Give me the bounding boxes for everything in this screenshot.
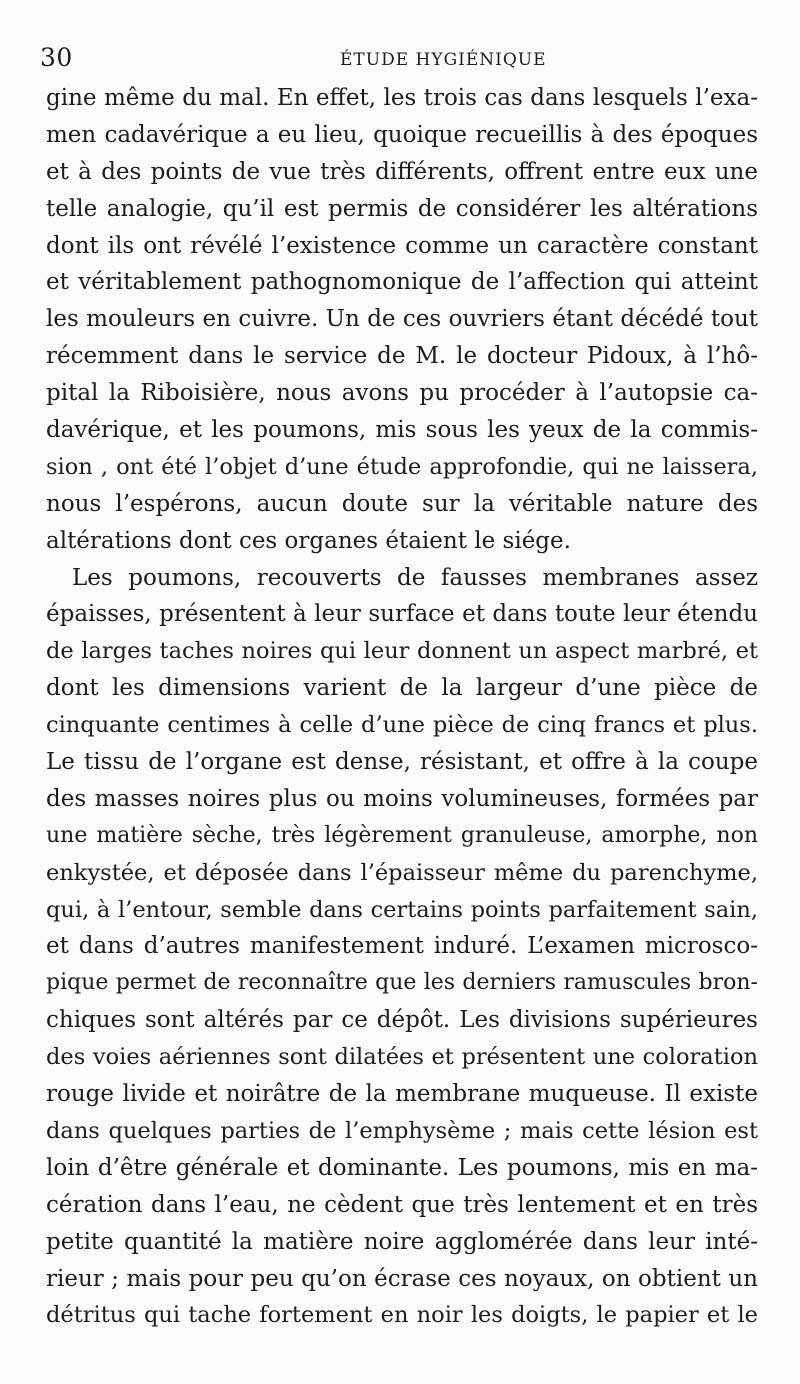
text-line: pital la Riboisière, nous avons pu procéder à l’autopsie ca- bbox=[46, 380, 758, 407]
text-line: des voies aériennes sont dilatées et présentent une coloration bbox=[46, 1044, 758, 1071]
page-number: 30 bbox=[40, 43, 73, 72]
text-line: qui, à l’entour, semble dans certains points parfaitement sain, bbox=[46, 896, 758, 923]
text-line: détritus qui tache fortement en noir les doigts, le papier et le bbox=[46, 1302, 758, 1329]
text-line: les mouleurs en cuivre. Un de ces ouvriers étant décédé tout bbox=[46, 306, 758, 333]
text-line: rieur ; mais pour peu qu’on écrase ces noyaux, on obtient un bbox=[46, 1265, 758, 1292]
text-line: et véritablement pathognomonique de l’affection qui atteint bbox=[46, 269, 758, 296]
text-line: une matière sèche, très légèrement granuleuse, amorphe, non bbox=[46, 822, 758, 848]
text-line: des masses noires plus ou moins volumineuses, formées par bbox=[46, 785, 758, 812]
text-line: Les poumons, recouverts de fausses membranes assez bbox=[72, 564, 758, 591]
text-line: cération dans l’eau, ne cèdent que très lentement et en très bbox=[46, 1191, 758, 1218]
text-line: épaisses, présentent à leur surface et dans toute leur étendu bbox=[46, 601, 758, 628]
text-line: enkystée, et déposée dans l’épaisseur même du parenchyme, bbox=[46, 859, 758, 886]
text-line: chiques sont altérés par ce dépôt. Les divisions supérieures bbox=[46, 1007, 758, 1034]
text-line: loin d’être générale et dominante. Les poumons, mis en ma- bbox=[46, 1154, 758, 1181]
text-line: davérique, et les poumons, mis sous les yeux de la commis- bbox=[46, 417, 758, 444]
body-text bbox=[46, 80, 758, 1334]
text-line: dans quelques parties de l’emphysème ; mais cette lésion est bbox=[46, 1117, 758, 1144]
text-line: cinquante centimes à celle d’une pièce de cinq francs et plus. bbox=[46, 712, 758, 739]
text-line: dont les dimensions varient de la largeur d’une pièce de bbox=[46, 675, 758, 702]
text-line: sion , ont été l’objet d’une étude approfondie, qui ne laissera, bbox=[46, 453, 758, 480]
text-line: dont ils ont révélé l’existence comme un caractère constant bbox=[46, 232, 758, 259]
text-line: de larges taches noires qui leur donnent un aspect marbré, et bbox=[46, 638, 758, 665]
text-line: men cadavérique a eu lieu, quoique recueillis à des époques bbox=[46, 121, 758, 148]
text-line: petite quantité la matière noire agglomérée dans leur inté- bbox=[46, 1228, 758, 1255]
text-line: rouge livide et noirâtre de la membrane muqueuse. Il existe bbox=[46, 1081, 758, 1108]
text-line: nous l’espérons, aucun doute sur la véritable nature des bbox=[46, 490, 758, 517]
text-line: récemment dans le service de M. le docteur Pidoux, à l’hô- bbox=[46, 343, 758, 370]
text-line: et dans d’autres manifestement induré. L’examen microsco- bbox=[46, 933, 758, 960]
text-line: gine même du mal. En effet, les trois cas dans lesquels l’exa- bbox=[46, 85, 758, 111]
text-line: et à des points de vue très différents, offrent entre eux une bbox=[46, 158, 758, 185]
page-header bbox=[40, 40, 760, 76]
text-line: telle analogie, qu’il est permis de considérer les altérations bbox=[46, 195, 758, 222]
text-line: pique permet de reconnaître que les derniers ramuscules bron- bbox=[46, 970, 758, 996]
running-title: ÉTUDE HYGIÉNIQUE bbox=[340, 50, 547, 70]
text-line: Le tissu de l’organe est dense, résistant, et offre à la coupe bbox=[46, 749, 758, 776]
text-line: altérations dont ces organes étaient le siége. bbox=[46, 527, 571, 554]
